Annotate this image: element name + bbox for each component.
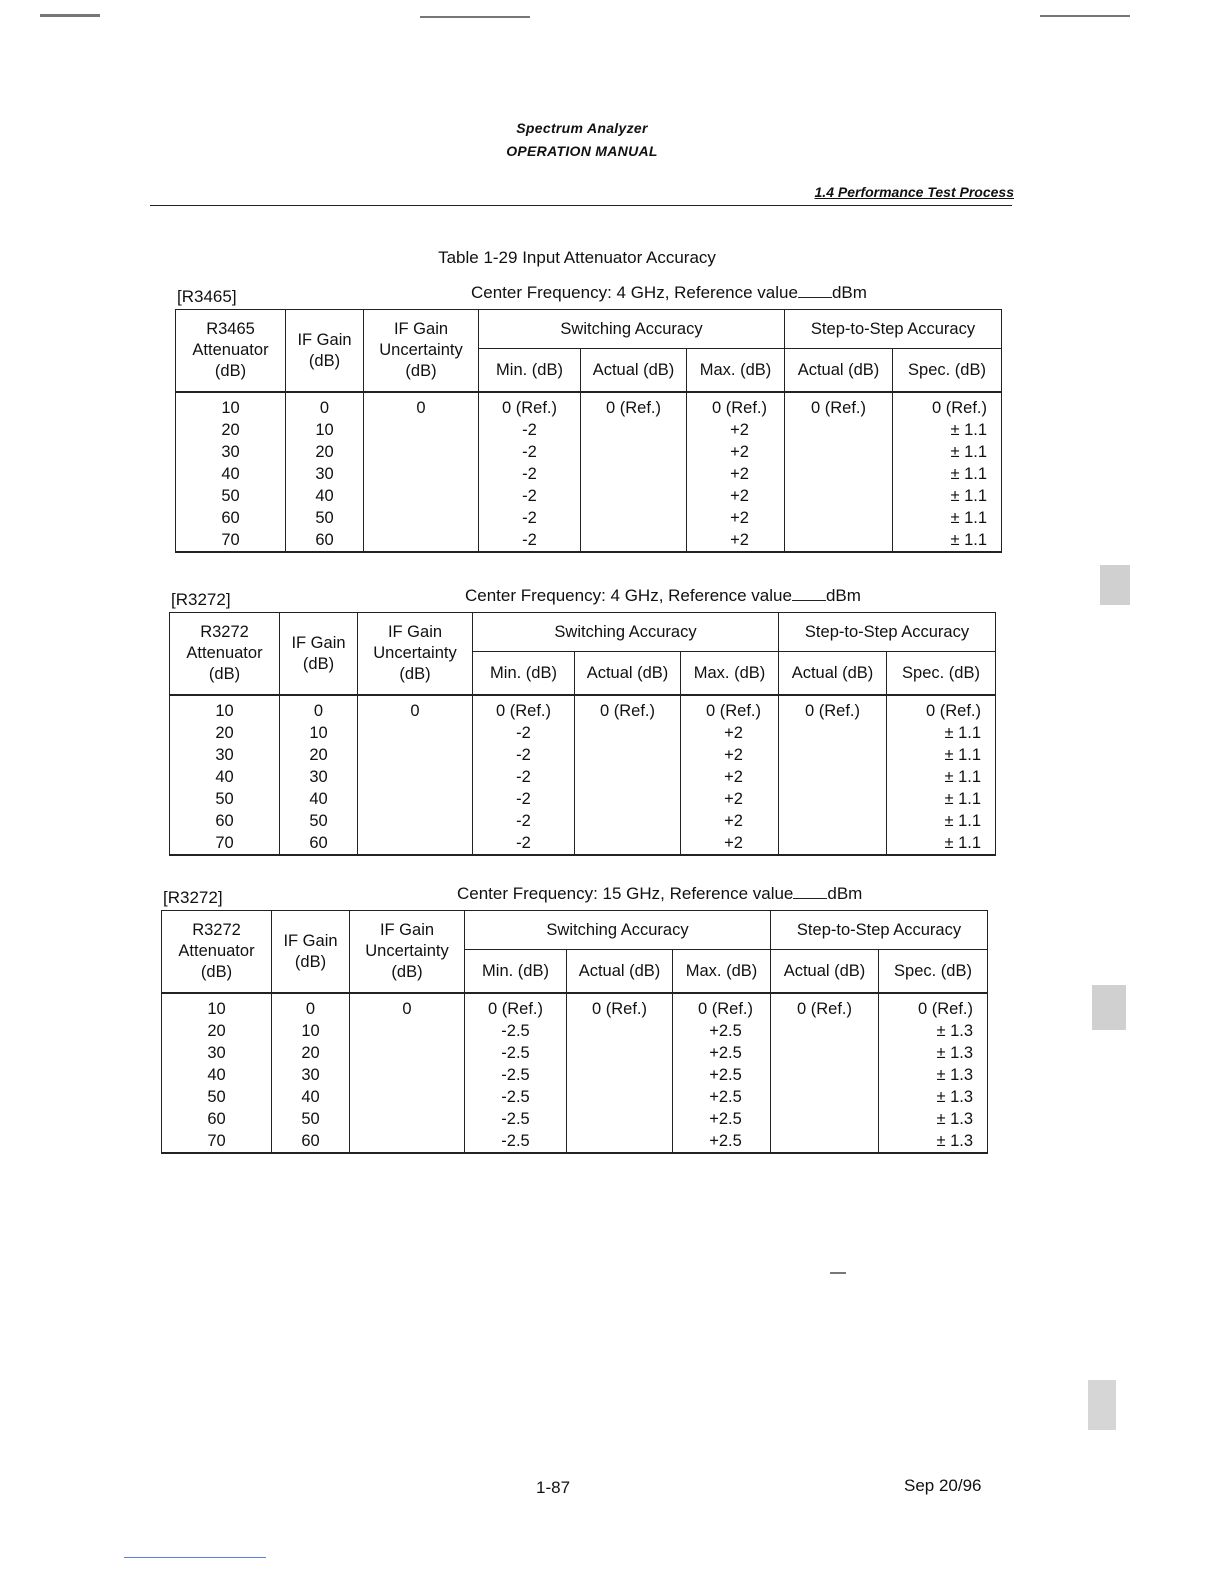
col-header-switching-accuracy: Switching Accuracy [479,310,785,349]
col-header-if-gain-uncertainty: IF Gain Uncertainty (dB) [350,911,465,994]
col-header-step-actual: Actual (dB) [771,950,879,994]
table-row: 20 10 -2 +2 ± 1.1 [176,419,1002,441]
col-header-attenuator: R3272 Attenuator (dB) [162,911,272,994]
col-header-spec: Spec. (dB) [879,950,988,994]
col-header-actual: Actual (dB) [575,652,681,696]
table-row: 70 60 -2 +2 ± 1.1 [176,529,1002,552]
table-block-2 [169,586,999,856]
col-header-if-gain-uncertainty: IF Gain Uncertainty (dB) [364,310,479,393]
table-row: 40 30 -2 +2 ± 1.1 [170,766,996,788]
reference-value-blank [798,283,832,298]
page-number: 1-87 [536,1478,571,1497]
col-header-if-gain: IF Gain (dB) [280,613,358,696]
col-header-min: Min. (dB) [473,652,575,696]
col-header-actual: Actual (dB) [567,950,673,994]
scan-noise-right-3 [1088,1380,1116,1430]
attenuator-accuracy-table [169,612,996,856]
table-row: 50 40 -2 +2 ± 1.1 [170,788,996,810]
col-header-step-to-step-accuracy: Step-to-Step Accuracy [771,911,988,950]
table-row: 20 10 -2 +2 ± 1.1 [170,722,996,744]
table-row: 10 0 0 0 (Ref.) 0 (Ref.) 0 (Ref.) 0 (Ref.) 0 (Ref.) [170,695,996,722]
model-tag: [R3272] [163,888,223,907]
condition-line [471,283,867,303]
table-row: 70 60 -2 +2 ± 1.1 [170,832,996,855]
condition-line [457,884,862,904]
col-header-step-actual: Actual (dB) [779,652,887,696]
block-header [161,884,991,910]
col-header-step-to-step-accuracy: Step-to-Step Accuracy [779,613,996,652]
table-row: 50 40 -2 +2 ± 1.1 [176,485,1002,507]
col-header-step-to-step-accuracy: Step-to-Step Accuracy [785,310,1002,349]
table-row: 70 60 -2.5 +2.5 ± 1.3 [162,1130,988,1153]
table-row: 30 20 -2.5 +2.5 ± 1.3 [162,1042,988,1064]
attenuator-accuracy-table [161,910,988,1154]
table-row: 40 30 -2.5 +2.5 ± 1.3 [162,1064,988,1086]
header-rule [150,205,1012,206]
col-header-max: Max. (dB) [687,349,785,393]
col-header-max: Max. (dB) [673,950,771,994]
table-row: 30 20 -2 +2 ± 1.1 [170,744,996,766]
condition-suffix: dBm [827,884,863,903]
table-row: 30 20 -2 +2 ± 1.1 [176,441,1002,463]
table-caption: Table 1-29 Input Attenuator Accuracy [438,248,716,267]
table-row: 60 50 -2 +2 ± 1.1 [176,507,1002,529]
table-block-3 [161,884,991,1154]
condition-prefix: Center Frequency: 4 GHz, Reference value [471,283,798,302]
model-tag: [R3272] [171,590,231,609]
scan-noise-top-center [420,16,530,18]
condition-suffix: dBm [831,283,867,302]
col-header-max: Max. (dB) [681,652,779,696]
bottom-edge-line [124,1557,266,1558]
col-header-spec: Spec. (dB) [887,652,996,696]
col-header-if-gain: IF Gain (dB) [272,911,350,994]
col-header-min: Min. (dB) [465,950,567,994]
scan-noise-top-left [40,14,100,17]
header-title-line2: OPERATION MANUAL [506,143,658,159]
block-header [169,586,999,612]
scan-noise-top-right [1040,15,1130,17]
table-row: 20 10 -2.5 +2.5 ± 1.3 [162,1020,988,1042]
header-title-line1: Spectrum Analyzer [516,120,648,136]
col-header-attenuator: R3465 Attenuator (dB) [176,310,286,393]
condition-suffix: dBm [825,586,861,605]
col-header-attenuator: R3272 Attenuator (dB) [170,613,280,696]
table-row: 10 0 0 0 (Ref.) 0 (Ref.) 0 (Ref.) 0 (Ref.) 0 (Ref.) [162,993,988,1020]
scan-noise-mark [830,1272,846,1274]
scan-noise-right-2 [1092,985,1126,1030]
attenuator-accuracy-table [175,309,1002,553]
col-header-switching-accuracy: Switching Accuracy [473,613,779,652]
condition-prefix: Center Frequency: 15 GHz, Reference value [457,884,794,903]
block-header [175,283,1005,309]
col-header-if-gain-uncertainty: IF Gain Uncertainty (dB) [358,613,473,696]
col-header-spec: Spec. (dB) [893,349,1002,393]
col-header-if-gain: IF Gain (dB) [286,310,364,393]
col-header-min: Min. (dB) [479,349,581,393]
col-header-step-actual: Actual (dB) [785,349,893,393]
col-header-actual: Actual (dB) [581,349,687,393]
table-block-1 [175,283,1005,553]
reference-value-blank [793,884,827,899]
condition-line [465,586,861,606]
scan-noise-right-1 [1100,565,1130,605]
condition-prefix: Center Frequency: 4 GHz, Reference value [465,586,792,605]
table-row: 60 50 -2.5 +2.5 ± 1.3 [162,1108,988,1130]
table-row: 40 30 -2 +2 ± 1.1 [176,463,1002,485]
revision-date: Sep 20/96 [904,1476,982,1495]
table-row: 10 0 0 0 (Ref.) 0 (Ref.) 0 (Ref.) 0 (Ref.) 0 (Ref.) [176,392,1002,419]
reference-value-blank [792,586,826,601]
table-row: 50 40 -2.5 +2.5 ± 1.3 [162,1086,988,1108]
col-header-switching-accuracy: Switching Accuracy [465,911,771,950]
section-reference: 1.4 Performance Test Process [814,184,1014,200]
model-tag: [R3465] [177,287,237,306]
table-row: 60 50 -2 +2 ± 1.1 [170,810,996,832]
